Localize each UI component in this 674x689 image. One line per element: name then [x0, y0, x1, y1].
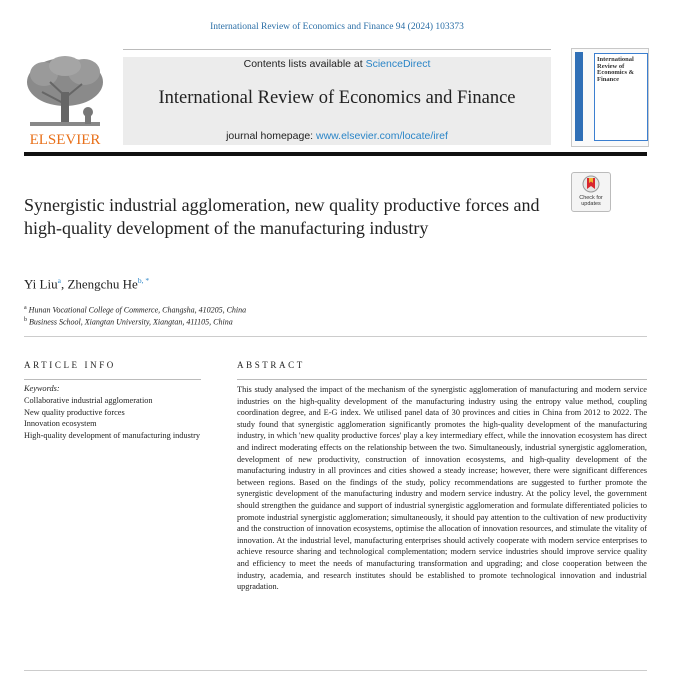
header-divider — [24, 152, 647, 156]
affiliation-mark: a — [24, 305, 27, 311]
author-name[interactable]: Yi Liu — [24, 276, 58, 292]
article-title: Synergistic industrial agglomeration, new quality productive forces and high-quality development of the manufacturing industry — [24, 195, 540, 238]
check-for-updates-badge[interactable] — [571, 172, 611, 212]
contents-line — [123, 58, 551, 70]
keywords-label: Keywords: — [24, 384, 60, 393]
homepage-prefix: journal homepage: — [226, 130, 316, 142]
author-name[interactable]: Zhengchu He — [67, 276, 138, 292]
abstract-rule — [237, 379, 647, 380]
affiliation-text: Business School, Xiangtan University, Xiangtan, 411105, China — [29, 317, 233, 327]
keyword[interactable]: Collaborative industrial agglomeration — [24, 396, 153, 405]
publisher-wordmark: ELSEVIER — [29, 132, 101, 148]
cover-spine — [575, 52, 583, 141]
bookmark-icon — [572, 173, 610, 195]
journal-homepage-link[interactable]: www.elsevier.com/locate/iref — [316, 130, 448, 142]
affiliation-text: Hunan Vocational College of Commerce, Changsha, 410205, China — [28, 305, 247, 315]
affiliation — [24, 305, 246, 315]
sciencedirect-link[interactable]: ScienceDirect — [365, 58, 431, 70]
keyword[interactable]: Innovation ecosystem — [24, 419, 97, 429]
author-list — [24, 276, 149, 292]
contents-prefix: Contents lists available at — [243, 58, 366, 70]
journal-cover-thumbnail[interactable] — [571, 48, 649, 147]
journal-citation: International Review of Economics and Finance 94 (2024) 103373 — [210, 22, 464, 32]
check-for-updates-label: Check for updates — [579, 195, 603, 207]
header-top-rule — [123, 49, 551, 50]
author-separator: , — [60, 276, 68, 292]
article-info-rule — [24, 379, 201, 380]
footer-rule — [24, 670, 647, 671]
cover-title: International Review of Economics & Finance — [597, 56, 635, 83]
article-info-heading: ARTICLE INFO — [24, 360, 116, 370]
keyword[interactable]: High-quality development of manufacturing industry — [24, 430, 201, 440]
journal-homepage-line — [123, 130, 551, 142]
section-divider — [24, 336, 647, 337]
elsevier-tree-logo — [22, 52, 108, 148]
keyword[interactable]: New quality productive forces — [24, 407, 125, 417]
affiliation — [24, 317, 233, 327]
abstract-text: This study analysed the impact of the mechanism of the synergistic agglomeration of manufacturing and modern service industries on the high-quality development of the manufacturing industry using the entropy value method, coupling coordination degree, and E-G index. We utilised panel data of 30 provinces and cities in China from 2012 to 2022. The study found that synergistic agglomeration significantly promotes the high-quality development of the manufacturing industry, in which 'new quality productive forces' play a key intermediary effect, while the innovation ecosystem has direct and indirect moderating effects on the relationship between the two. Simultaneously, industrial synergistic agglomeration, development of new productivity, construction of innovation ecosystems, and high-quality development of the manufacturing industry in all provinces and cities showed a steady increase; however, there were significant differences between regions. Based on the findings of the study, policy recommendations are suggested to further promote the synergistic development of the manufacturing industry and modern service industry. At the policy level, the government should strengthen the guidance and support of industrial synergistic agglomeration and formulate differentiated policies to promote industrial synergistic agglomeration; simultaneously, it should pay attention to the cultivation of new productivity and the construction of innovation ecosystems, optimise the allocation of innovation resources, and stimulate the vitality of innovation. At the industrial level, manufacturing enterprises should actively cooperate with modern service enterprises to achieve resource sharing and technological complementation; modern service industries should improve service quality and efficiency to meet the needs of manufacturing transformation and upgrading; and close cooperation between the industry, academia, and research institutes should be established to promote technological innovation and industrial upgradation. — [237, 385, 647, 592]
abstract-heading: ABSTRACT — [237, 360, 305, 370]
author-affiliation-mark[interactable]: b, * — [137, 276, 150, 285]
author-affiliation-mark[interactable]: a — [57, 276, 61, 285]
journal-title: International Review of Economics and Finance — [158, 88, 516, 108]
affiliation-mark: b — [24, 317, 27, 323]
